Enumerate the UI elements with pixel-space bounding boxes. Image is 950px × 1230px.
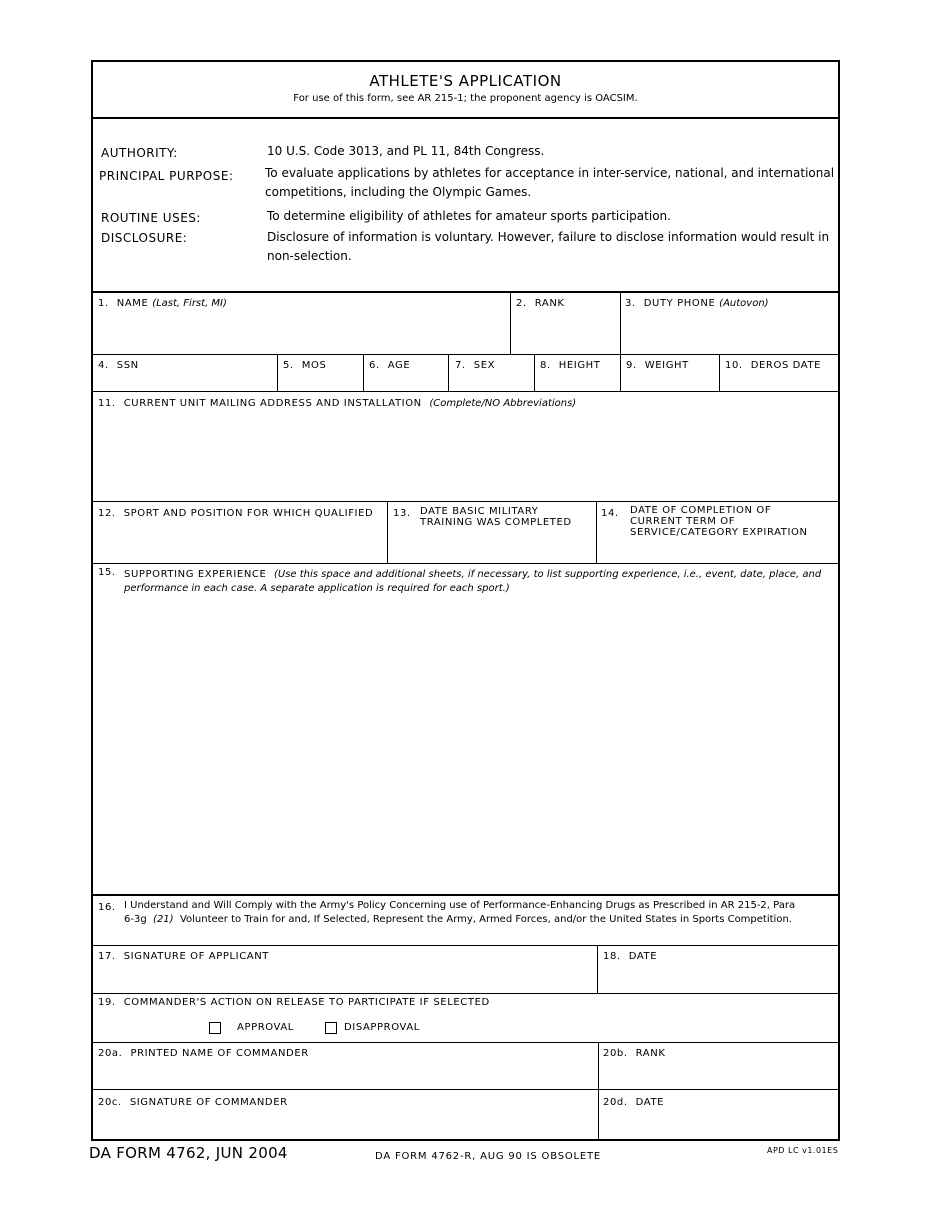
version-label: APD LC v1.01ES xyxy=(767,1146,839,1155)
duty-phone-field[interactable] xyxy=(625,298,769,309)
field-number: 7. xyxy=(455,360,466,371)
term-expiration-field[interactable] xyxy=(601,508,627,519)
field-label: SIGNATURE OF APPLICANT xyxy=(123,951,270,962)
field-label: SSN xyxy=(116,360,139,371)
divider xyxy=(93,291,838,293)
divider xyxy=(93,993,838,994)
divider xyxy=(93,894,838,896)
statement-part: 6-3g xyxy=(124,914,147,925)
field-number: 2. xyxy=(516,298,527,309)
divider xyxy=(597,946,598,993)
field-number: 5. xyxy=(283,360,294,371)
field-label: CURRENT UNIT MAILING ADDRESS AND INSTALLATION xyxy=(123,398,422,409)
statement-part: Volunteer to Train for and, If Selected, Represent the Army, Armed Forces, and/or the United States in Sports Competition. xyxy=(179,914,792,925)
field-label: HEIGHT xyxy=(558,360,601,371)
field-label-line: SERVICE/CATEGORY EXPIRATION xyxy=(630,527,808,538)
age-field[interactable] xyxy=(369,360,410,371)
authority-text: 10 U.S. Code 3013, and PL 11, 84th Congress. xyxy=(267,144,545,158)
field-label: SEX xyxy=(473,360,496,371)
deros-date-field[interactable] xyxy=(725,360,821,371)
approval-label: APPROVAL xyxy=(237,1022,294,1033)
disapproval-label: DISAPPROVAL xyxy=(344,1022,420,1033)
divider xyxy=(93,1089,838,1090)
divider xyxy=(510,292,511,354)
divider xyxy=(598,1090,599,1139)
field-number: 19. xyxy=(98,997,116,1008)
divider xyxy=(620,355,621,391)
athletes-application-form xyxy=(91,60,840,1141)
weight-field[interactable] xyxy=(626,360,689,371)
name-field[interactable] xyxy=(98,298,227,309)
authority-label: AUTHORITY: xyxy=(101,146,178,160)
field-number: 13. xyxy=(393,508,411,519)
supporting-experience-field[interactable] xyxy=(124,569,821,580)
divider xyxy=(93,117,838,119)
field-label: WEIGHT xyxy=(644,360,689,371)
field-hint: (Use this space and additional sheets, if necessary, to list supporting experience, i.e., event, date, place, and xyxy=(273,569,822,580)
applicant-signature-field[interactable] xyxy=(98,951,269,962)
routine-uses-label: ROUTINE USES: xyxy=(101,211,201,225)
drug-policy-statement-line2 xyxy=(124,914,792,925)
ssn-field[interactable] xyxy=(98,360,139,371)
field-label: SPORT AND POSITION FOR WHICH QUALIFIED xyxy=(123,508,374,519)
supporting-experience-number: 15. xyxy=(98,567,116,578)
divider xyxy=(448,355,449,391)
field-number: 18. xyxy=(603,951,621,962)
form-identifier: DA FORM 4762, JUN 2004 xyxy=(89,1144,288,1162)
divider xyxy=(596,502,597,563)
field-number: 17. xyxy=(98,951,116,962)
field-label: RANK xyxy=(534,298,565,309)
purpose-label: PRINCIPAL PURPOSE: xyxy=(99,169,234,183)
divider xyxy=(719,355,720,391)
field-label: NAME xyxy=(116,298,149,309)
height-field[interactable] xyxy=(540,360,601,371)
mailing-address-field[interactable] xyxy=(98,398,576,409)
rank-field[interactable] xyxy=(516,298,565,309)
field-hint: (Autovon) xyxy=(719,298,769,309)
field-label-line: CURRENT TERM OF xyxy=(630,516,736,527)
disapproval-checkbox[interactable] xyxy=(325,1022,337,1034)
divider xyxy=(534,355,535,391)
divider xyxy=(93,563,838,564)
field-hint: performance in each case. A separate application is required for each sport.) xyxy=(124,583,510,594)
divider xyxy=(620,292,621,354)
field-number: 4. xyxy=(98,360,109,371)
field-number: 20b. xyxy=(603,1048,628,1059)
field-number: 20c. xyxy=(98,1097,122,1108)
divider xyxy=(277,355,278,391)
field-number: 8. xyxy=(540,360,551,371)
disclosure-text-line1: Disclosure of information is voluntary. However, failure to disclose information would result in xyxy=(267,230,830,244)
divider xyxy=(387,502,388,563)
commander-signature-field[interactable] xyxy=(98,1097,288,1108)
field-number: 10. xyxy=(725,360,743,371)
approval-checkbox[interactable] xyxy=(209,1022,221,1034)
field-label: COMMANDER'S ACTION ON RELEASE TO PARTICIPATE IF SELECTED xyxy=(123,997,490,1008)
field-number: 12. xyxy=(98,508,116,519)
commander-name-field[interactable] xyxy=(98,1048,309,1059)
field-label: DATE xyxy=(635,1097,665,1108)
field-number: 9. xyxy=(626,360,637,371)
sex-field[interactable] xyxy=(455,360,495,371)
field-hint: (Last, First, MI) xyxy=(152,298,227,309)
field-label: SIGNATURE OF COMMANDER xyxy=(129,1097,288,1108)
statement-number: 16. xyxy=(98,902,116,913)
basic-training-date-label xyxy=(420,506,572,528)
field-label: RANK xyxy=(635,1048,666,1059)
divider xyxy=(93,354,838,355)
mos-field[interactable] xyxy=(283,360,326,371)
divider xyxy=(93,1042,838,1043)
divider xyxy=(93,945,838,946)
field-label: PRINTED NAME OF COMMANDER xyxy=(130,1048,309,1059)
field-label: AGE xyxy=(387,360,411,371)
applicant-date-field[interactable] xyxy=(603,951,657,962)
field-number: 20d. xyxy=(603,1097,628,1108)
obsolete-notice: DA FORM 4762-R, AUG 90 IS OBSOLETE xyxy=(375,1151,602,1162)
term-expiration-label xyxy=(630,505,808,538)
field-number: 14. xyxy=(601,508,619,519)
field-hint: (Complete/NO Abbreviations) xyxy=(429,398,577,409)
sport-position-field[interactable] xyxy=(98,508,373,519)
commander-rank-field[interactable] xyxy=(603,1048,665,1059)
field-label-line: DATE OF COMPLETION OF xyxy=(630,505,772,516)
field-number: 3. xyxy=(625,298,636,309)
field-label: DATE xyxy=(628,951,658,962)
field-label-line: TRAINING WAS COMPLETED xyxy=(420,517,572,528)
divider xyxy=(93,501,838,502)
divider xyxy=(598,1043,599,1089)
purpose-text-line2: competitions, including the Olympic Games. xyxy=(265,185,532,199)
field-number: 6. xyxy=(369,360,380,371)
form-title: ATHLETE'S APPLICATION xyxy=(369,72,562,90)
field-label-line: DATE BASIC MILITARY xyxy=(420,506,539,517)
divider xyxy=(363,355,364,391)
disclosure-label: DISCLOSURE: xyxy=(101,231,188,245)
field-number: 11. xyxy=(98,398,116,409)
commanders-action-label xyxy=(98,997,490,1008)
field-number: 20a. xyxy=(98,1048,123,1059)
form-subtitle: For use of this form, see AR 215-1; the proponent agency is OACSIM. xyxy=(293,93,638,104)
drug-policy-statement: I Understand and Will Comply with the Army's Policy Concerning use of Performance-Enhancing Drugs as Prescribed in AR 215-2, Para xyxy=(124,900,796,911)
statement-part: (21) xyxy=(153,914,174,925)
disclosure-text-line2: non-selection. xyxy=(267,249,352,263)
routine-uses-text: To determine eligibility of athletes for amateur sports participation. xyxy=(267,209,671,223)
field-label: DUTY PHONE xyxy=(643,298,716,309)
divider xyxy=(93,391,838,392)
field-label: MOS xyxy=(301,360,327,371)
field-label: DEROS DATE xyxy=(750,360,822,371)
commander-date-field[interactable] xyxy=(603,1097,664,1108)
field-number: 1. xyxy=(98,298,109,309)
field-label: SUPPORTING EXPERIENCE xyxy=(124,569,267,580)
basic-training-date-field[interactable] xyxy=(393,508,419,519)
purpose-text-line1: To evaluate applications by athletes for acceptance in inter-service, national, and international xyxy=(265,166,835,180)
